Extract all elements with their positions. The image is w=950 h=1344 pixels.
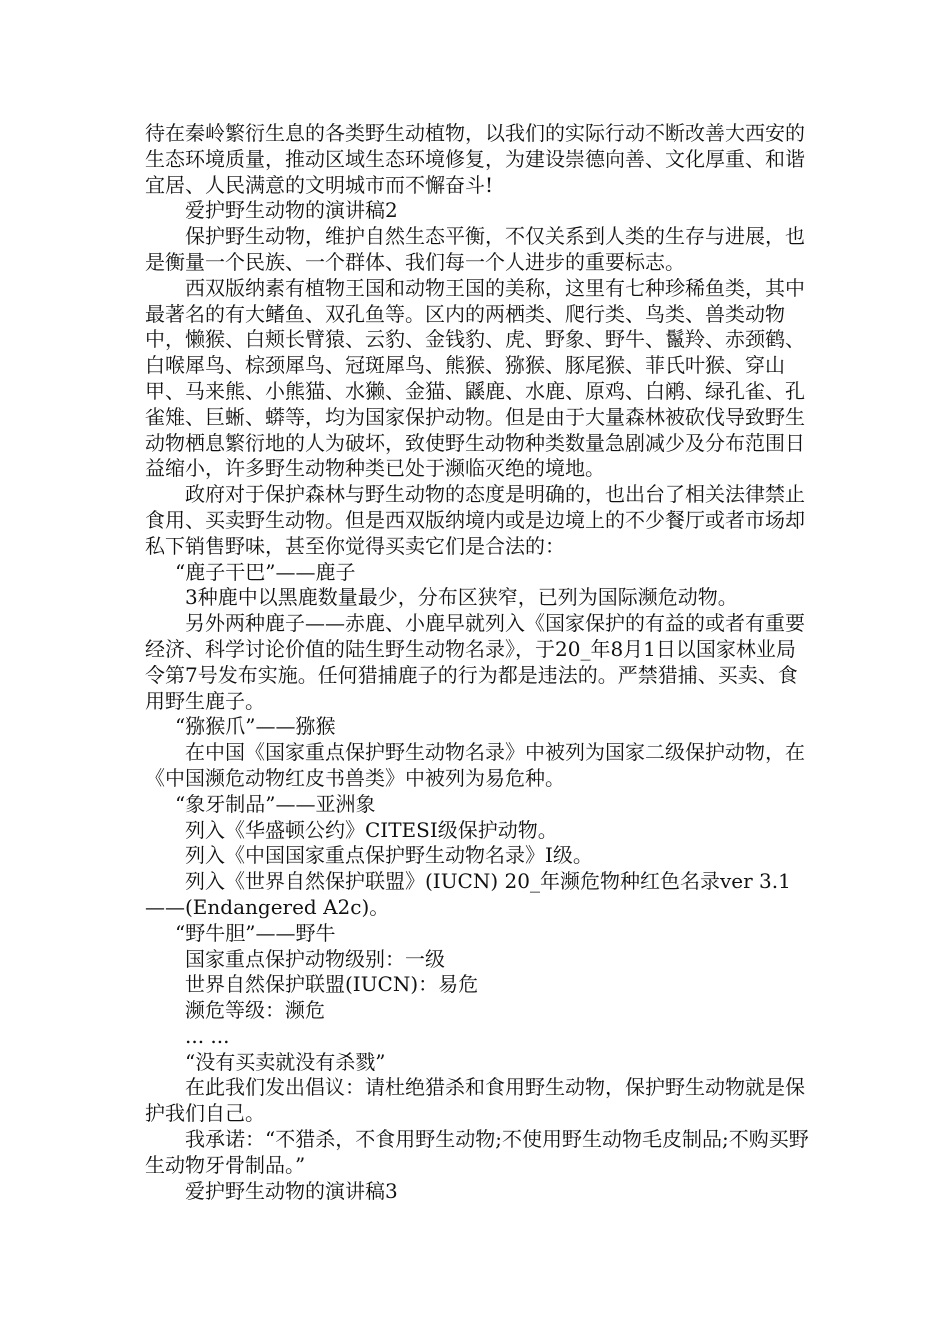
ellipsis-line: ... ... [185,1023,230,1048]
document-body [145,121,810,1204]
paragraph-macaque: 在中国《国家重点保护野生动物名录》中被列为国家二级保护动物，在《中国濒危动物红皮书兽类》中被列为易危种。 [145,740,805,790]
heading-deer: “鹿子干巴”——鹿子 [175,559,356,584]
heading-macaque: “猕猴爪”——猕猴 [175,714,336,739]
speech-title-2: 爱护野生动物的演讲稿2 [185,198,398,223]
paragraph-gaur-3: 濒危等级：濒危 [185,998,325,1023]
slogan: “没有买卖就没有杀戮” [185,1049,386,1074]
heading-ivory: “象牙制品”——亚洲象 [175,791,376,816]
speech-title-3: 爱护野生动物的演讲稿3 [185,1178,398,1203]
heading-gaur: “野牛胆”——野牛 [175,920,336,945]
paragraph-ivory-2: 列入《中国国家重点保护野生动物名录》Ⅰ级。 [185,843,593,868]
paragraph-closing-call: 待在秦岭繁衍生息的各类野生动植物，以我们的实际行动不断改善大西安的生态环境质量，推动区域生态环境修复，为建设崇德向善、文化厚重、和谐宜居、人民满意的文明城市而不懈奋斗! [145,121,805,197]
paragraph-ivory-1: 列入《华盛顿公约》CITESⅠ级保护动物。 [185,817,558,842]
paragraph-xishuangbanna: 西双版纳素有植物王国和动物王国的美称，这里有七种珍稀鱼类，其中最著名的有大鳍鱼、双孔鱼等。区内的两栖类、爬行类、鸟类、兽类动物中，懒猴、白颊长臂猿、云豹、金钱豹、虎、野象、野牛、鬣羚、赤颈鹤、白喉犀鸟、棕颈犀鸟、冠斑犀鸟、熊猴、猕猴、豚尾猴、菲氏叶猴、穿山甲、马来熊、小熊猫、水獭、金猫、鼷鹿、水鹿、原鸡、白鹇、绿孔雀、孔雀雉、巨蜥、蟒等，均为国家保护动物。但是由于大量森林被砍伐导致野生动物栖息繁衍地的人为破坏，致使野生动物种类数量急剧减少及分布范围日益缩小，许多野生动物种类已处于濒临灭绝的境地。 [145,275,805,481]
paragraph-government: 政府对于保护森林与野生动物的态度是明确的，也出台了相关法律禁止食用、买卖野生动物。但是西双版纳境内或是边境上的不少餐厅或者市场却私下销售野味，甚至你觉得买卖它们是合法的： [145,482,805,558]
paragraph-intro: 保护野生动物，维护自然生态平衡，不仅关系到人类的生存与进展，也是衡量一个民族、一个群体、我们每一个人进步的重要标志。 [145,224,805,274]
paragraph-gaur-2: 世界自然保护联盟(IUCN)：易危 [185,972,479,997]
paragraph-deer-2: 另外两种鹿子——赤鹿、小鹿早就列入《国家保护的有益的或者有重要经济、科学讨论价值的陆生野生动物名录》，于20_年8月1日以国家林业局令第7号发布实施。任何猎捕鹿子的行为都是违法的。严禁猎捕、买卖、食用野生鹿子。 [145,611,805,713]
paragraph-pledge: 我承诺：“不猎杀，不食用野生动物;不使用野生动物毛皮制品;不购买野生动物牙骨制品。” [145,1127,809,1177]
paragraph-gaur-1: 国家重点保护动物级别：一级 [185,946,445,971]
paragraph-deer-1: 3种鹿中以黑鹿数量最少，分布区狭窄，已列为国际濒危动物。 [185,585,738,610]
paragraph-ivory-3: 列入《世界自然保护联盟》(IUCN) 20_年濒危物种红色名录ver 3.1——(Endangered A2c)。 [145,869,791,919]
paragraph-proposal: 在此我们发出倡议：请杜绝猎杀和食用野生动物，保护野生动物就是保护我们自己。 [145,1075,805,1126]
